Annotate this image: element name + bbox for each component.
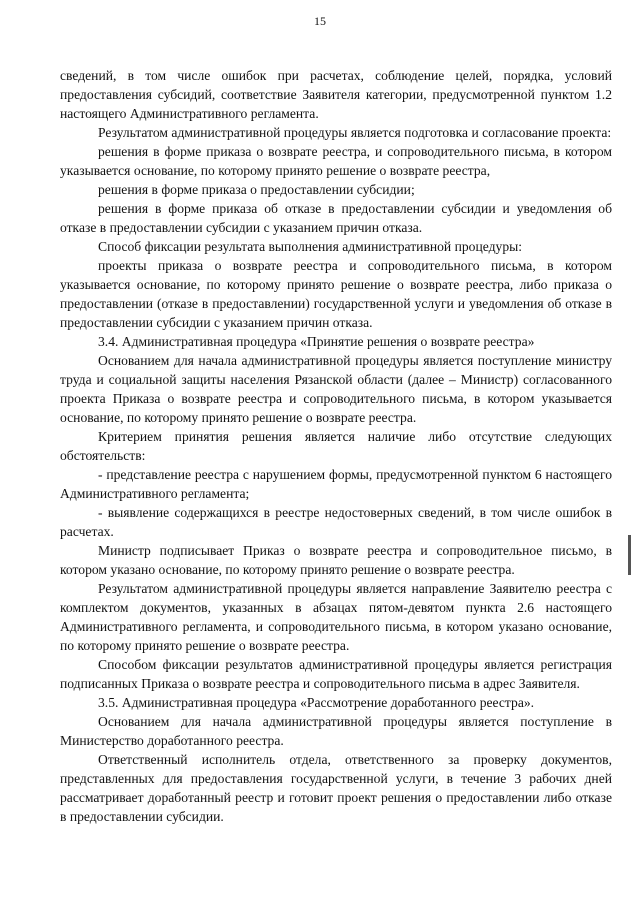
document-body: [60, 66, 612, 826]
scan-margin-mark: [628, 535, 631, 575]
paragraph: Способ фиксации результата выполнения административной процедуры:: [98, 239, 523, 254]
list-item: - выявление содержащихся в реестре недостоверных сведений, в том числе ошибок в расчетах.: [60, 505, 612, 539]
section-heading: 3.4. Административная процедура «Принятие решения о возврате реестра»: [98, 334, 535, 349]
list-item: - представление реестра с нарушением формы, предусмотренной пунктом 6 настоящего Административного регламента;: [60, 467, 612, 501]
paragraph: решения в форме приказа об отказе в предоставлении субсидии и уведомления об отказе в предоставлении субсидии с указанием причин отказа.: [60, 201, 612, 235]
paragraph: сведений, в том числе ошибок при расчетах, соблюдение целей, порядка, условий предоставления субсидий, соответствие Заявителя категории, предусмотренной пунктом 1.2 настоящего Административного регламента.: [60, 68, 612, 121]
page-number: 15: [314, 14, 326, 28]
paragraph: Способом фиксации результатов административной процедуры является регистрация подписанных Приказа о возврате реестра и сопроводительного письма в адрес Заявителя.: [60, 657, 612, 691]
paragraph: Ответственный исполнитель отдела, ответственного за проверку документов, представленных для предоставления государственной услуги, в течение 3 рабочих дней рассматривает доработанный реестр и готовит проект решения о предоставлении либо отказе в предоставлении субсидии.: [60, 752, 612, 824]
paragraph: Результатом административной процедуры является направление Заявителю реестра с комплектом документов, указанных в абзацах пятом-девятом пункта 2.6 настоящего Административного регламента, и сопроводительного письма, в котором указано основание, по которому принято решение о возврате реестра.: [60, 581, 612, 653]
paragraph: Министр подписывает Приказ о возврате реестра и сопроводительное письмо, в котором указано основание, по которому принято решение о возврате реестра.: [60, 543, 612, 577]
paragraph: решения в форме приказа о предоставлении субсидии;: [98, 182, 415, 197]
paragraph: Критерием принятия решения является наличие либо отсутствие следующих обстоятельств:: [60, 429, 612, 463]
paragraph: Основанием для начала административной процедуры является поступление министру труда и социальной защиты населения Рязанской области (далее – Министр) согласованного проекта Приказа о возврате реестра и сопроводительного письма, в котором указывается основание, по которому принято решение о возврате реестра.: [60, 353, 612, 425]
section-heading: 3.5. Административная процедура «Рассмотрение доработанного реестра».: [98, 695, 535, 710]
paragraph: решения в форме приказа о возврате реестра, и сопроводительного письма, в котором указывается основание, по которому принято решение о возврате реестра,: [60, 144, 612, 178]
paragraph: Основанием для начала административной процедуры является поступление в Министерство доработанного реестра.: [60, 714, 612, 748]
paragraph: проекты приказа о возврате реестра и сопроводительного письма, в котором указывается основание, по которому принято решение о возврате реестра, либо приказа о предоставлении (отказе в предоставлении) государственной услуги и уведомления об отказе в предоставлении субсидии с указанием причин отказа.: [60, 258, 612, 330]
paragraph: Результатом административной процедуры является подготовка и согласование проекта:: [98, 125, 612, 140]
